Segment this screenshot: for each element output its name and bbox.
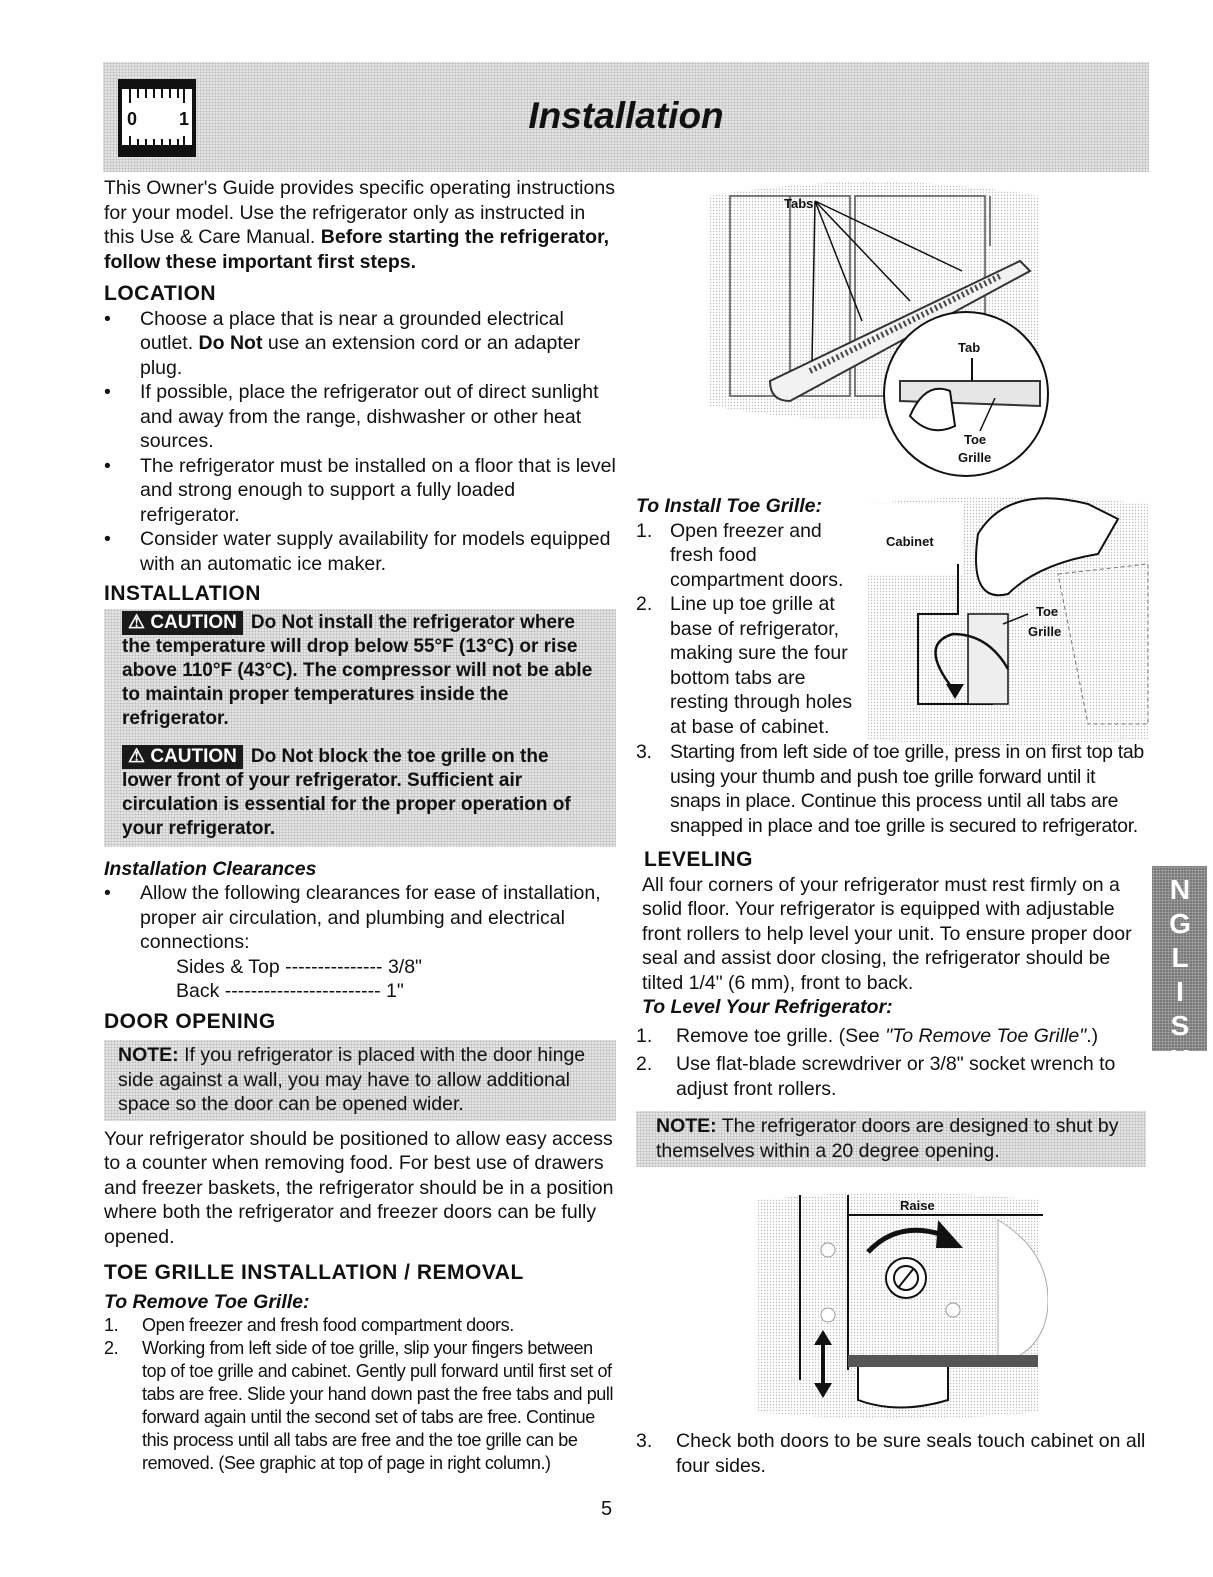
level-refrigerator-heading: To Level Your Refrigerator:	[642, 996, 893, 1018]
toe-grille-install-figure	[858, 494, 1158, 749]
remove-step-2: 2. Working from left side of toe grille, slip your fingers between top of toe grille and cabinet. Gently pull forward until first set of tabs are free. Slide your hand down past the free tabs and pull forward again until the second set of tabs are free. Continue this process until all tabs are free and the toe grille can be removed. (See graphic at top of page in right column.)	[104, 1338, 614, 1473]
remove-toe-grille-heading: To Remove Toe Grille:	[104, 1290, 310, 1313]
install-toe-grille-block	[636, 494, 856, 739]
clearances-bullet: • Allow the following clearances for ease of installation, proper air circulation, and plumbing and electrical connections:	[104, 881, 616, 955]
clearance-sides-top: Sides & Top --------------- 3/8"	[176, 955, 422, 978]
install-step-3: 3. Starting from left side of toe grille, press in on first top tab using your thumb and push toe grille forward until it snaps in place. Continue this process until all tabs are snapped in place and toe grille is secured to refrigerator.	[636, 741, 1144, 837]
toe-grille-tabs-figure	[700, 176, 1050, 488]
level-step-3: 3. Check both doors to be sure seals touch cabinet on all four sides.	[636, 1430, 1146, 1477]
caution-badge: ⚠ CAUTION	[122, 611, 243, 635]
ruler-number-1: 1	[179, 109, 190, 129]
tab-label: Tab	[958, 340, 981, 355]
raise-label: Raise	[900, 1198, 935, 1213]
header-band	[103, 62, 1149, 172]
intro-bold: Before starting the refrigerator, follow these important first steps.	[104, 226, 609, 273]
location-heading: LOCATION	[104, 282, 217, 305]
leveling-heading: LEVELING	[644, 848, 754, 871]
leveling-roller-figure	[748, 1190, 1048, 1422]
install-step-1: 1. Open freezer and fresh food compartment doors.	[636, 519, 844, 591]
install-step-3-block	[636, 740, 1146, 1167]
leveling-note: NOTE: The refrigerator doors are designed to shut by themselves within a 20 degree opening.	[636, 1111, 1146, 1167]
install-step-2: 2. Line up toe grille at base of refrigerator, making sure the four bottom tabs are resting through holes at base of cabinet.	[636, 593, 853, 738]
location-bullet-4: • Consider water supply availability for models equipped with an automatic ice maker.	[104, 527, 616, 576]
toe-label: Toe	[964, 432, 987, 447]
door-opening-heading: DOOR OPENING	[104, 1009, 276, 1033]
level-step-3-block	[636, 1429, 1156, 1478]
location-bullet-3: • The refrigerator must be installed on a floor that is level and strong enough to support a fully loaded refrigerator.	[104, 454, 616, 528]
grille-label: Grille	[1028, 624, 1062, 639]
page-number: 5	[600, 1498, 613, 1520]
door-opening-note: NOTE: If you refrigerator is placed with the door hinge side against a wall, you may have to allow additional space so the door can be opened wider.	[104, 1040, 616, 1121]
tabs-label: Tabs	[784, 196, 814, 211]
ruler-icon	[118, 79, 196, 157]
grille-label: Grille	[958, 450, 992, 465]
clearances-heading: Installation Clearances	[104, 857, 317, 880]
intro-paragraph	[104, 176, 616, 274]
clearance-back: Back ------------------------ 1"	[176, 980, 404, 1002]
caution-badge: ⚠ CAUTION	[122, 745, 243, 769]
language-tab-english: ENGLISH	[1152, 866, 1207, 1051]
caution-text-temperature: Do Not install the refrigerator where the temperature will drop below 55°F (13°C) or rise above 110°F (43°C). The compressor will not be able to maintain proper temperatures inside the refrigerator.	[122, 611, 593, 729]
door-opening-paragraph: Your refrigerator should be positioned to allow easy access to a counter when removing food. For best use of drawers and freezer baskets, the refrigerator should be in a position where both the refrigerator and freezer doors can be fully opened.	[104, 1127, 614, 1248]
level-step-2: 2. Use flat-blade screwdriver or 3/8" socket wrench to adjust front rollers.	[636, 1053, 1116, 1100]
location-bullet-2: • If possible, place the refrigerator out of direct sunlight and away from the range, dishwasher or other heat sources.	[104, 380, 616, 454]
note-label: NOTE:	[118, 1044, 179, 1066]
note-label: NOTE:	[656, 1115, 717, 1137]
ruler-number-0: 0	[127, 109, 138, 129]
left-column	[104, 176, 616, 1475]
toe-grille-heading: TOE GRILLE INSTALLATION / REMOVAL	[104, 1261, 524, 1284]
level-step-1: 1. Remove toe grille. (See "To Remove Toe Grille".)	[636, 1024, 1099, 1047]
location-bullet-1: • Choose a place that is near a grounded electrical outlet. Do Not use an extension cord or an adapter plug.	[104, 307, 616, 381]
cabinet-label: Cabinet	[886, 534, 934, 549]
install-toe-grille-heading: To Install Toe Grille:	[636, 495, 822, 517]
caution-text-toe-grille: Do Not block the toe grille on the lower front of your refrigerator. Sufficient air circulation is essential for the proper operation of your refrigerator.	[122, 745, 571, 839]
caution-box-temperature	[104, 609, 616, 847]
toe-label: Toe	[1036, 604, 1059, 619]
page-title: Installation	[528, 95, 724, 136]
installation-heading: INSTALLATION	[104, 582, 261, 605]
intro-text: This Owner's Guide provides specific operating instructions for your model. Use the refrigerator only as instructed in this Use & Care Manual.	[104, 177, 615, 248]
leveling-paragraph: All four corners of your refrigerator must rest firmly on a solid floor. Your refrigerator is equipped with adjustable front rollers to help level your unit. To ensure proper door seal and assist door closing, the refrigerator should be tilted 1/4" (6 mm), front to back.	[642, 873, 1132, 994]
remove-step-1: 1. Open freezer and fresh food compartment doors.	[104, 1315, 514, 1335]
